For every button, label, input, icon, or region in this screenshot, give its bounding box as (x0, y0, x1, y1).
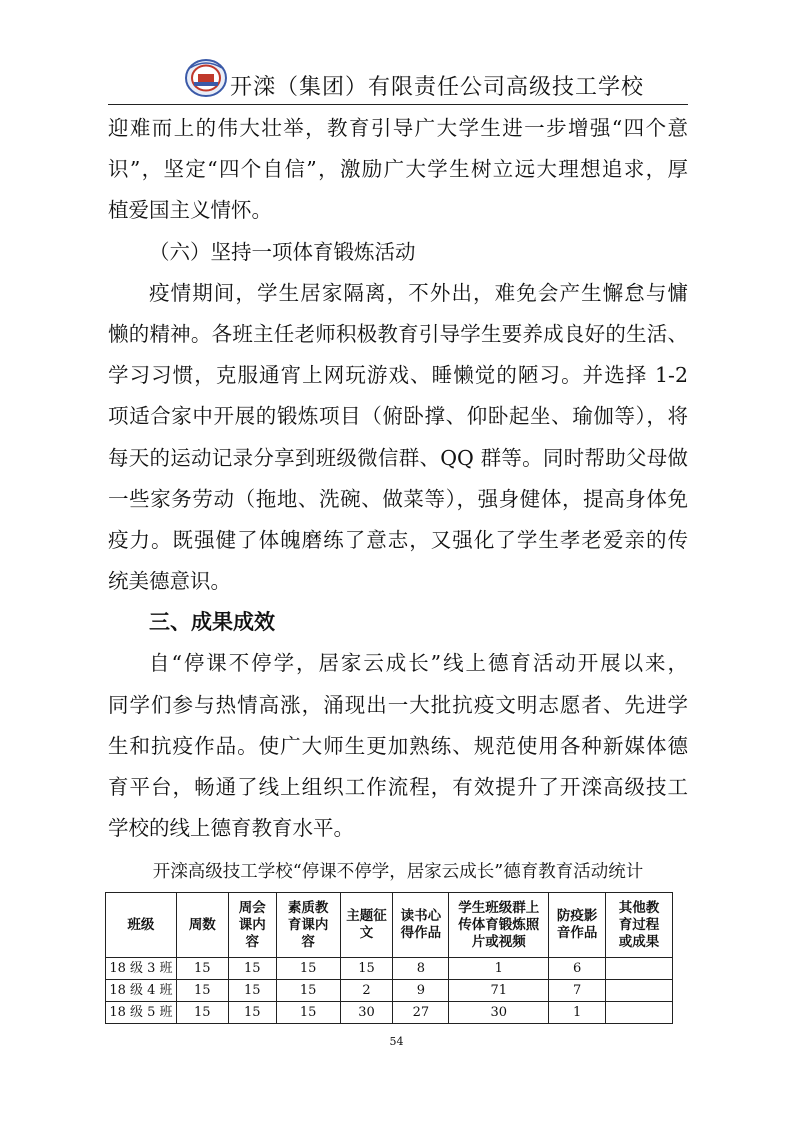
table-cell: 2 (340, 980, 393, 1002)
table-cell: 7 (549, 980, 606, 1002)
table-cell: 71 (449, 980, 549, 1002)
section-heading: 三、成果成效 (149, 610, 275, 635)
column-header (176, 893, 228, 958)
body-line: 生和抗疫作品。使广大师生更加熟练、规范使用各种新媒体德 (108, 733, 688, 758)
body-line: 学习习惯，克服通宵上网玩游戏、睡懒觉的陋习。并选择 1-2 (108, 363, 688, 388)
column-header-text: 学生班级群上 (458, 899, 540, 916)
page-number: 54 (389, 1035, 404, 1048)
column-header (276, 893, 340, 958)
column-header-text: 素质教 (287, 899, 329, 916)
body-line: 自“停课不停学，居家云成长”线上德育活动开展以来， (149, 651, 688, 676)
table-row (106, 980, 673, 1002)
column-header-text: 得作品 (400, 925, 442, 941)
table-cell: 15 (176, 1002, 228, 1024)
body-line: 疫情期间，学生居家隔离，不外出，难免会产生懈怠与慵 (149, 280, 688, 305)
column-header-text: 育课内 (287, 916, 329, 933)
column-header (106, 893, 177, 958)
column-header-text: 读书心 (400, 908, 442, 924)
table-cell: 15 (276, 958, 340, 980)
table-cell: 30 (449, 1002, 549, 1024)
body-line: 育平台，畅通了线上组织工作流程，有效提升了开滦高级技工 (108, 775, 688, 799)
table-cell (606, 980, 673, 1002)
column-header (393, 893, 449, 958)
table-caption: 开滦高级技工学校“停课不停学，居家云成长”德育教育活动统计 (152, 862, 644, 882)
table-body (106, 958, 673, 1024)
body-line: 疫力。既强健了体魄磨练了意志，又强化了学生孝老爱亲的传 (108, 527, 688, 552)
table-cell: 15 (228, 1002, 276, 1024)
body-text (108, 108, 688, 849)
body-line: 同学们参与热情高涨，涌现出一大批抗疫文明志愿者、先进学 (108, 692, 688, 717)
column-header-text: 文 (359, 925, 374, 941)
column-header (606, 893, 673, 958)
table-cell: 8 (393, 958, 449, 980)
column-header-text: 周会 (238, 899, 266, 916)
column-header (549, 893, 606, 958)
class-name-cell: 18 级 3 班 (106, 958, 177, 980)
table-cell: 27 (393, 1002, 449, 1024)
body-line: 识”，坚定“四个自信”，激励广大学生树立远大理想追求，厚 (108, 157, 688, 182)
column-header-text: 容 (301, 933, 315, 950)
column-header-text: 主题征 (346, 908, 387, 924)
table-header-row (106, 893, 673, 958)
table-cell: 1 (549, 1002, 606, 1024)
body-line: 迎难而上的伟大壮举，教育引导广大学生进一步增强“四个意 (108, 116, 688, 140)
school-emblem-icon (184, 58, 228, 98)
column-header-text: 其他教 (618, 899, 660, 916)
table-cell: 15 (228, 980, 276, 1002)
column-header-text: 班级 (127, 916, 155, 933)
table-row (106, 1002, 673, 1024)
body-line: 学校的线上德育教育水平。 (108, 816, 354, 841)
body-line: 每天的运动记录分享到班级微信群、QQ 群等。同时帮助父母做 (108, 445, 688, 470)
column-header-text: 防疫影 (556, 908, 598, 924)
column-header-text: 周数 (188, 916, 216, 933)
column-header-text: 课内 (238, 916, 266, 933)
column-header-text: 传体育锻炼照 (458, 916, 540, 933)
table-cell: 15 (276, 980, 340, 1002)
table-cell: 15 (276, 1002, 340, 1024)
table-cell: 1 (449, 958, 549, 980)
body-line: 懒的精神。各班主任老师积极教育引导学生要养成良好的生活、 (108, 321, 688, 346)
table-cell (606, 958, 673, 980)
column-header-text: 或成果 (618, 933, 660, 950)
body-line: 一些家务劳动（拖地、洗碗、做菜等），强身健体，提高身体免 (108, 486, 688, 511)
column-header (449, 893, 549, 958)
column-header-text: 育过程 (618, 916, 660, 933)
header-divider (108, 104, 688, 105)
table-cell: 30 (340, 1002, 393, 1024)
table-cell: 9 (393, 980, 449, 1002)
body-line: 植爱国主义情怀。 (108, 198, 272, 223)
body-line: 统美德意识。 (108, 569, 231, 594)
table-cell (606, 1002, 673, 1024)
table-cell: 6 (549, 958, 606, 980)
column-header (228, 893, 276, 958)
header-title: 开滦（集团）有限责任公司高级技工学校 (230, 75, 645, 100)
column-header-text: 容 (245, 933, 259, 950)
column-header (340, 893, 393, 958)
column-header-text: 片或视频 (471, 933, 526, 950)
page-header (108, 56, 688, 104)
table-cell: 15 (340, 958, 393, 980)
table-cell: 15 (228, 958, 276, 980)
body-line: 项适合家中开展的锻炼项目（俯卧撑、仰卧起坐、瑜伽等），将 (108, 404, 688, 429)
activity-statistics-table (105, 892, 673, 1024)
table-cell: 15 (176, 958, 228, 980)
subsection-heading: （六）坚持一项体育锻炼活动 (149, 239, 416, 264)
table-cell: 15 (176, 980, 228, 1002)
class-name-cell: 18 级 4 班 (106, 980, 177, 1002)
table-row (106, 958, 673, 980)
column-header-text: 音作品 (556, 925, 598, 941)
class-name-cell: 18 级 5 班 (106, 1002, 177, 1024)
